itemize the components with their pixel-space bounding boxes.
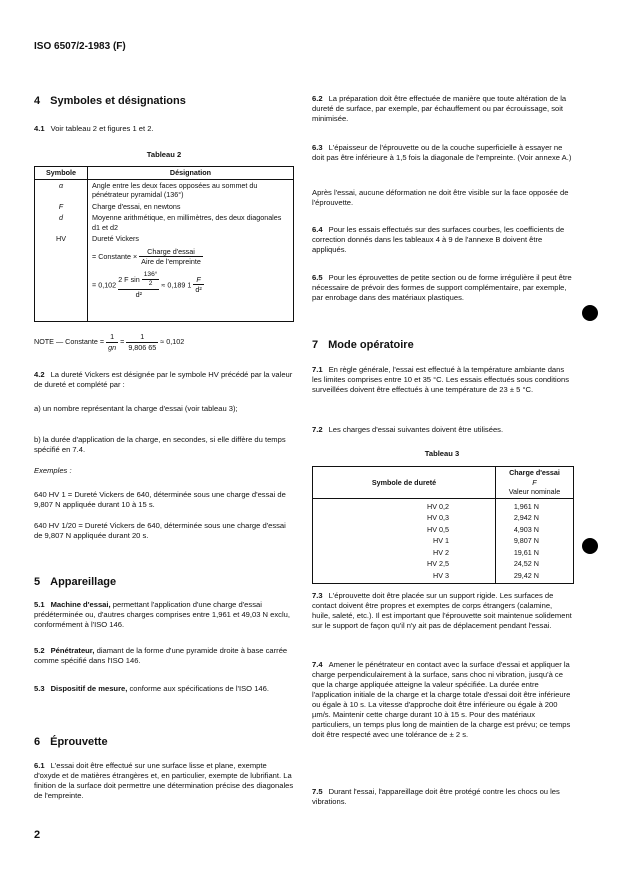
table-row: HV 0,5 4,903 N	[313, 524, 574, 536]
paragraph-7-5: 7.5 Durant l'essai, l'appareillage doit être protégé contre les chocs ou les vibrations.	[312, 787, 560, 807]
paragraph-6-3: 6.3 L'épaisseur de l'éprouvette ou de la couche superficielle à essayer ne doit pas être inférieure à 1,5 fois la diagonale de l'empreinte. (Voir annexe A.)	[312, 143, 572, 163]
table-row: HV 2,5 24,52 N	[313, 558, 574, 570]
section-7-title: 7 Mode opératoire	[312, 339, 414, 351]
table-2-head-symbol: Symbole	[35, 167, 88, 180]
table-3	[312, 466, 574, 584]
table-2-title: Tableau 2	[146, 150, 182, 159]
paragraph-7-4: 7.4 Amener le pénétrateur en contact avec la surface d'essai et appliquer la charge perpendiculairement à la surface, sans choc ni vibration, jusqu'à ce que la charge appliquée atteigne la valeur spécifiée. La durée entre l'application initiale de la charge et la charge totale d'essai doit être inférieure ou égale à 10 s. La vitesse d'approche doit être inférieure ou égale à 200 µm/s. Maintenir cette charge durant 10 à 15 s. Pour des matériaux particuliers, un temps plus long de maintien de la charge est prévu; ce temps doit être respecté avec une tolérance de ± 2 s.	[312, 660, 571, 740]
paragraph-7-3: 7.3 L'éprouvette doit être placée sur un support rigide. Les surfaces de contact doivent être propres et exemptes de corps étrangers (calamine, huile, saleté, etc.). Il est important que l'éprouvette soit maintenue solidement sur le support de façon qu'il n'y ait pas de déplacement pendant l'essai.	[312, 591, 572, 631]
section-5-title: 5 Appareillage	[34, 576, 117, 588]
paragraph-6-5: 6.5 Pour les éprouvettes de petite section ou de forme irrégulière il peut être nécessaire de prévoir des formes de support complémentaire, par exemple, par enrobage dans des matériaux plastiques.	[312, 273, 572, 303]
paragraph-6-4: 6.4 Pour les essais effectués sur des surfaces courbes, les coefficients de correction donnés dans les tableaux 4 à 9 de l'annexe B doivent être appliqués.	[312, 225, 565, 255]
table-3-head-charge: Charge d'essai F Valeur nominale	[496, 467, 574, 499]
table-row: HV 0,2 1,961 N	[313, 498, 574, 512]
table-3-title: Tableau 3	[424, 449, 460, 458]
example-2: 640 HV 1/20 = Dureté Vickers de 640, déterminée sous une charge d'essai de 9,807 N appliquée durant 20 s.	[34, 521, 286, 541]
paragraph-4-2-b: b) la durée d'application de la charge, en secondes, si elle diffère du temps spécifié en 7.4.	[34, 435, 286, 455]
paragraph-7-1: 7.1 En règle générale, l'essai est effectué à la température ambiante dans les limites comprises entre 10 et 35 °C. Les essais effectués sous conditions surveillées doivent être effectués à une température de 23 ± 5 °C.	[312, 365, 569, 395]
table-row: HV 3 29,42 N	[313, 570, 574, 584]
table-row: HV 1 9,807 N	[313, 535, 574, 547]
table-row: HV Dureté Vickers = Constante × $\frac{\text{Charge d'essai}}{\text{Aire de l'empreinte}}$ = 0,102 2 F sin $\frac{136^\circ}{2}$ d² ≈ 0,189 1 $\frac{F}{\text{d²}}$	[35, 233, 294, 322]
table-row: F Charge d'essai, en newtons	[35, 201, 294, 213]
section-6-title: 6 Éprouvette	[34, 736, 108, 748]
table-row: d Moyenne arithmétique, en millimètres, des deux diagonales d1 et d2	[35, 212, 294, 233]
paragraph-6-2: 6.2 La préparation doit être effectuée de manière que toute altération de la dureté de surface, par exemple, par échauffement ou par écrouissage, soit minimisée.	[312, 94, 567, 124]
binder-hole	[582, 305, 598, 321]
paragraph-6-3-b: Après l'essai, aucune déformation ne doit être visible sur la face opposée de l'éprouvette.	[312, 188, 569, 208]
hv-formula-1: = Constante × $\frac{\text{Charge d'essai}}{\text{Aire de l'empreinte}}$	[92, 246, 201, 266]
page-number: 2	[34, 829, 41, 841]
examples-label: Exemples :	[34, 466, 72, 475]
table-2-note: NOTE — Constante = $\frac{1}{gn}$ = $\frac{1}{9,806 65}$ ≈ 0,102	[34, 332, 185, 352]
section-4-title: 4 Symboles et désignations	[34, 95, 186, 107]
paragraph-5-1: 5.1 Machine d'essai, permettant l'application d'une charge d'essai prédéterminée ou, d'autres charges comprises entre 1,961 et 49,03 N exclu, conformément à l'ISO 146.	[34, 600, 290, 630]
table-row: HV 2 19,61 N	[313, 547, 574, 559]
table-2	[34, 166, 294, 322]
table-row: HV 0,3 2,942 N	[313, 512, 574, 524]
table-3-head-symbol: Symbole de dureté	[313, 467, 496, 499]
paragraph-5-3: 5.3 Dispositif de mesure, conforme aux spécifications de l'ISO 146.	[34, 684, 269, 693]
example-1: 640 HV 1 = Dureté Vickers de 640, déterminée sous une charge d'essai de 9,807 N appliquée durant 10 à 15 s.	[34, 490, 286, 510]
table-2-head-designation: Désignation	[88, 167, 294, 180]
hv-formula-2: = 0,102 2 F sin $\frac{136^\circ}{2}$ d² ≈ 0,189 1 $\frac{F}{\text{d²}}$	[92, 270, 202, 299]
paragraph-4-1: 4.1 Voir tableau 2 et figures 1 et 2.	[34, 124, 154, 133]
binder-hole	[582, 538, 598, 554]
paragraph-4-2-a: a) un nombre représentant la charge d'essai (voir tableau 3);	[34, 404, 238, 413]
paragraph-7-2: 7.2 Les charges d'essai suivantes doivent être utilisées.	[312, 425, 504, 434]
paragraph-4-2: 4.2 La dureté Vickers est désignée par le symbole HV précédé par la valeur de dureté et complété par :	[34, 370, 293, 390]
paragraph-5-2: 5.2 Pénétrateur, diamant de la forme d'une pyramide droite à base carrée comme spécifié dans l'ISO 146.	[34, 646, 288, 666]
paragraph-6-1: 6.1 L'essai doit être effectué sur une surface lisse et plane, exempte d'oxyde et de matières étrangères et, en particulier, exempte de lubrifiant. La finition de la surface doit permettre une détermination précise des diagonales de l'empreinte.	[34, 761, 294, 801]
document-header: ISO 6507/2-1983 (F)	[34, 41, 126, 52]
table-row: α Angle entre les deux faces opposées au sommet du pénétrateur pyramidal (136°)	[35, 179, 294, 201]
